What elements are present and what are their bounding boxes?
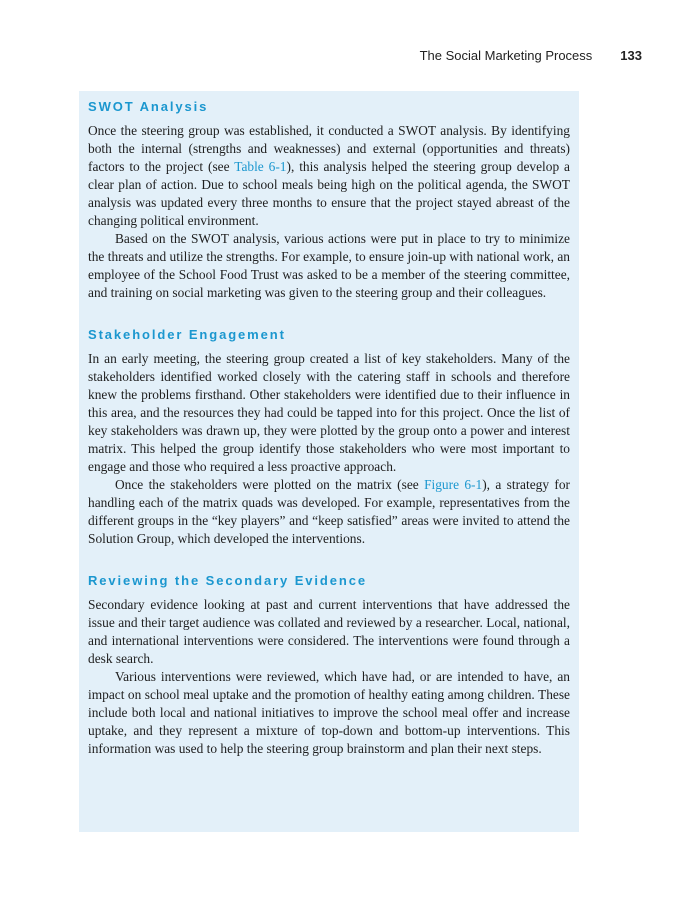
- section-heading-secondary-evidence: Reviewing the Secondary Evidence: [88, 573, 367, 588]
- evidence-paragraph-2: Various interventions were reviewed, which have had, or are intended to have, an impact on school meal uptake and the promotion of healthy eating among children. These include both local and national initiatives to improve the school meal offer and increase uptake, and they represent a mixture of top-down and bottom-up interventions. This information was used to help the steering group brainstorm and plan their next steps.: [88, 669, 570, 756]
- stakeholder-paragraph-1: In an early meeting, the steering group created a list of key stakeholders. Many of the stakeholders identified worked closely with the catering staff in schools and therefore knew the problems firsthand. Other stakeholders were identified due to their influence in this area, and the resources they had could be tapped into for this project. Once the list of key stakeholders was drawn up, they were plotted by the group onto a power and interest matrix. This helped the group identify those stakeholders who were most important to engage and those who required a less proactive approach.: [88, 351, 570, 474]
- stakeholder-p2-text-b: ), a strategy for handling each of the matrix quads was developed. For example, representatives from the different groups in the “key players” and “keep satisfied” areas were invited to attend the Solution Group, which developed the interventions.: [88, 477, 570, 546]
- page-number: 133: [620, 48, 642, 63]
- stakeholder-paragraph-2: [88, 476, 570, 548]
- figure-6-1-link[interactable]: Figure 6-1: [424, 477, 483, 492]
- running-head: [420, 48, 642, 63]
- swot-paragraph-1: [88, 122, 570, 230]
- swot-paragraph-2: Based on the SWOT analysis, various actions were put in place to try to minimize the threats and utilize the strengths. For example, to ensure join-up with national work, an employee of the School Food Trust was asked to be a member of the steering committee, and training on social marketing was given to the steering group and their colleagues.: [88, 231, 570, 300]
- evidence-paragraph-1: Secondary evidence looking at past and current interventions that have addressed the issue and their target audience was collated and reviewed by a researcher. Local, national, and international interventions were considered. The interventions were found through a desk search.: [88, 597, 570, 666]
- running-title: The Social Marketing Process: [419, 48, 593, 63]
- stakeholder-p2-text-a: Once the stakeholders were plotted on the matrix (see: [115, 477, 425, 492]
- section-heading-stakeholder: Stakeholder Engagement: [88, 327, 286, 342]
- swot-p1-text-b: ), this analysis helped the steering group develop a clear plan of action. Due to school meals being high on the political agenda, the SWOT analysis was updated every three months to ensure that the project stayed abreast of the changing political environment.: [88, 159, 570, 228]
- section-heading-swot: SWOT Analysis: [88, 99, 209, 114]
- swot-p1-text-a: Once the steering group was established, it conducted a SWOT analysis. By identifying both the internal (strengths and weaknesses) and external (opportunities and threats) factors to the project (see: [88, 123, 570, 174]
- table-6-1-link[interactable]: Table 6-1: [234, 159, 287, 174]
- case-study-box: [79, 91, 579, 832]
